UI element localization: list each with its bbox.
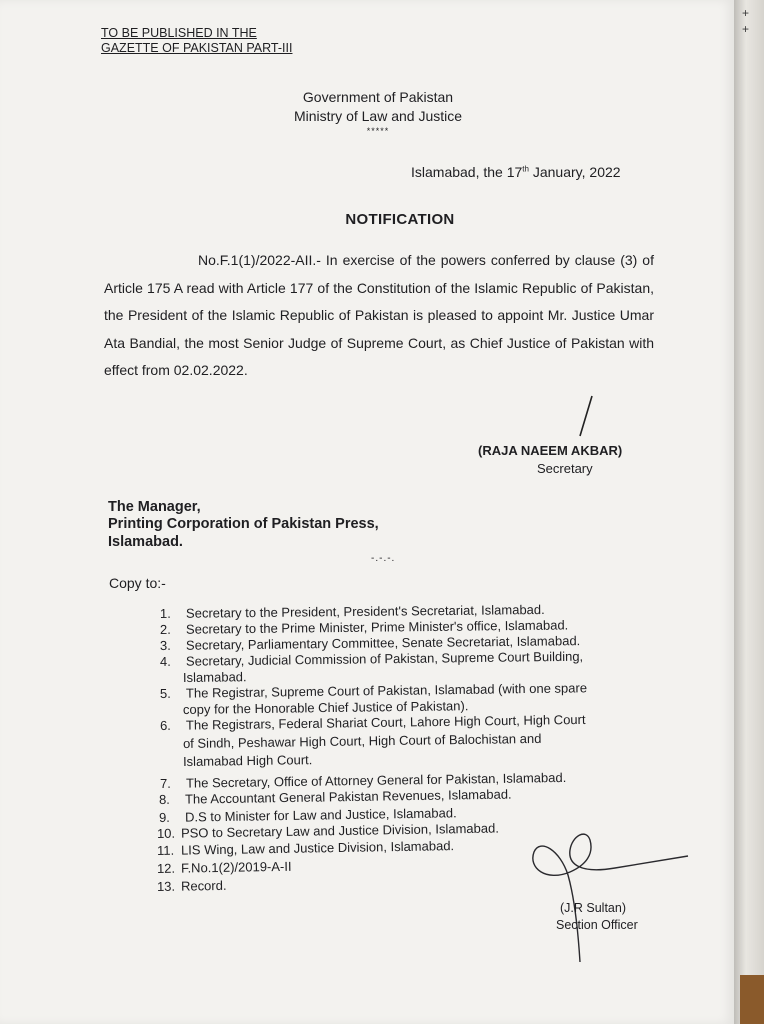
copy-to-text: The Accountant General Pakistan Revenues, Islamabad. [184, 786, 512, 807]
copy-to-number: 5. [159, 685, 171, 701]
copy-to-number: 3. [159, 637, 171, 653]
addressee-line-3: Islamabad. [108, 534, 183, 550]
copy-to-number: 9. [158, 809, 170, 825]
folder-corner [740, 975, 764, 1024]
copy-to-item [157, 859, 292, 876]
notification-title: NOTIFICATION [345, 211, 455, 228]
copy-to-item-continuation: copy for the Honorable Chief Justice of Pakistan). [182, 698, 469, 717]
copy-to-number: 1. [159, 605, 171, 621]
copy-to-item-continuation: of Sindh, Peshawar High Court, High Court of Balochistan and [182, 730, 542, 751]
secretary-title: Secretary [537, 461, 593, 476]
copy-to-text: The Registrars, Federal Shariat Court, Lahore High Court, High Court [185, 711, 586, 733]
copy-to-item [157, 878, 227, 894]
copy-to-number: 12. [156, 860, 176, 876]
copy-to-text: The Registrar, Supreme Court of Pakistan, Islamabad (with one spare [185, 680, 588, 701]
ministry-heading: Ministry of Law and Justice [293, 108, 463, 124]
edge-mark: + [742, 22, 750, 36]
copy-to-number: 6. [159, 717, 171, 733]
copy-to-number: 4. [159, 653, 171, 669]
addressee-line-2: Printing Corporation of Pakistan Press, [108, 516, 379, 532]
section-officer-name: (J.R Sultan) [560, 901, 626, 915]
secretary-name: (RAJA NAEEM AKBAR) [478, 443, 623, 458]
section-officer-title: Section Officer [556, 918, 638, 932]
copy-to-number: 11. [156, 842, 175, 858]
copy-to-text: Secretary, Parliamentary Committee, Senate Secretariat, Islamabad. [185, 633, 581, 653]
government-heading: Government of Pakistan [302, 89, 454, 105]
copy-to-text: F.No.1(2)/2019-A-II [180, 858, 292, 876]
date-month-year: January, 2022 [528, 164, 621, 180]
separator: -.-.-. [371, 553, 396, 564]
copy-to-label: Copy to:- [109, 575, 166, 591]
copy-to-number: 13. [156, 878, 176, 894]
copy-to-number: 2. [159, 621, 171, 637]
copy-to-number: 7. [159, 775, 171, 791]
heading-stars: ***** [366, 126, 390, 136]
notification-text: No.F.1(1)/2022-AII.- In exercise of the powers conferred by clause (3) of Article 175 A read with Article 177 of the Constitution of the Islamic Republic of Pakistan, the President of the Islamic Republic of Pakistan is pleased to appoint Mr. Justice Umar Ata Bandial, the most Senior Judge of Supreme Court, as Chief Justice of Pakistan with effect from 02.02.2022. [104, 252, 654, 379]
edge-mark: + [742, 6, 750, 20]
copy-to-number: 8. [158, 791, 170, 807]
date-day: Islamabad, the 17 [411, 164, 523, 180]
copy-to-item [157, 838, 454, 858]
copy-to-item-continuation: Islamabad. [182, 669, 247, 685]
copy-to-text: Record. [180, 877, 227, 894]
copy-to-number: 10. [156, 825, 176, 841]
copy-to-text: The Secretary, Office of Attorney General for Pakistan, Islamabad. [185, 769, 567, 791]
gazette-line-1: TO BE PUBLISHED IN THE [101, 26, 257, 40]
copy-to-text: PSO to Secretary Law and Justice Division, Islamabad. [180, 820, 500, 841]
copy-to-text: LIS Wing, Law and Justice Division, Islamabad. [180, 838, 455, 858]
copy-to-item-continuation: Islamabad High Court. [182, 752, 313, 769]
copy-to-text: Secretary to the Prime Minister, Prime Minister's office, Islamabad. [185, 617, 569, 637]
copy-to-text: Secretary to the President, President's Secretariat, Islamabad. [185, 601, 545, 621]
addressee-line-1: The Manager, [108, 499, 201, 515]
date-ordinal: th [522, 164, 529, 174]
copy-to-text: D.S to Minister for Law and Justice, Islamabad. [184, 805, 457, 825]
page-edge [734, 0, 764, 1024]
gazette-line-2: GAZETTE OF PAKISTAN PART-III [101, 41, 293, 55]
copy-to-text: Secretary, Judicial Commission of Pakistan, Supreme Court Building, [185, 648, 584, 669]
section-officer-signature [520, 830, 690, 965]
